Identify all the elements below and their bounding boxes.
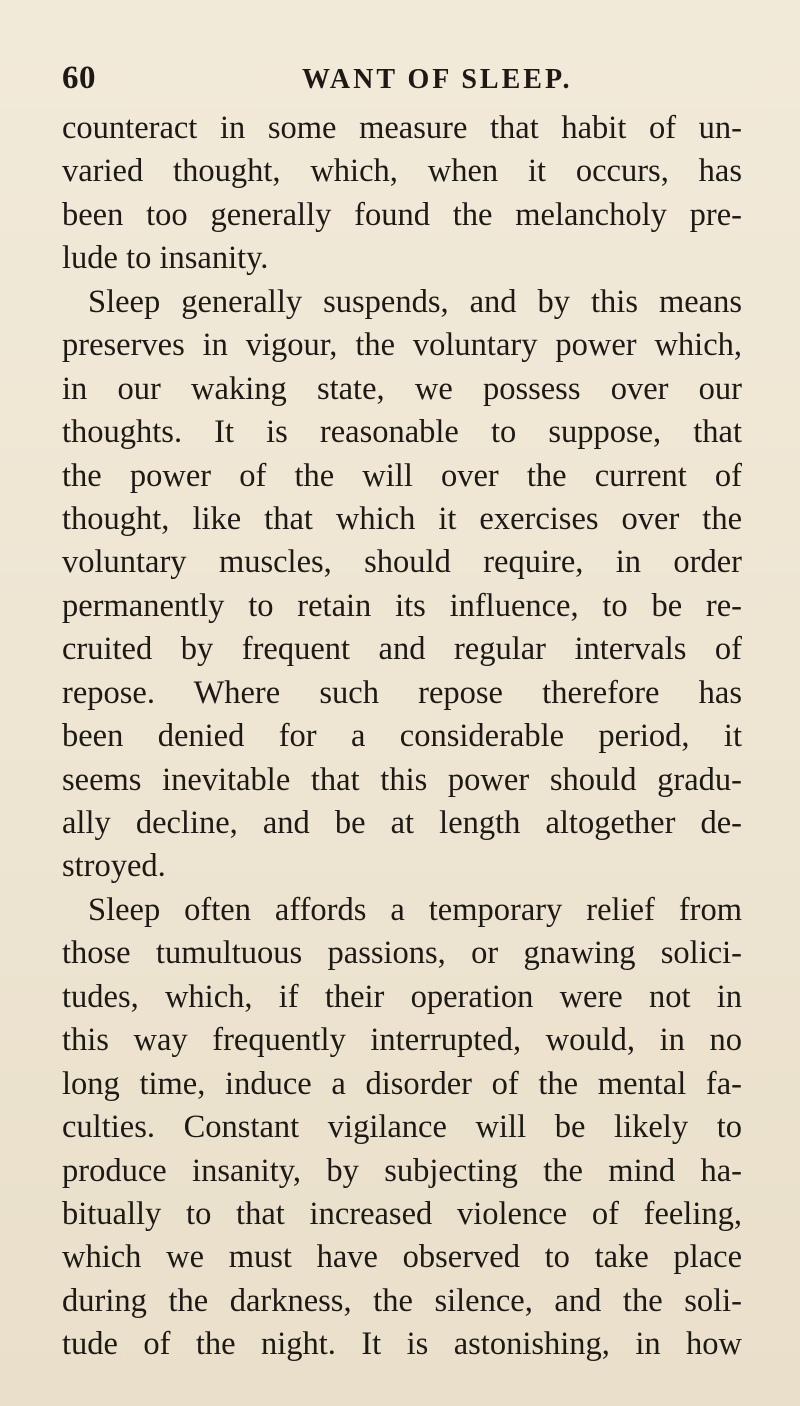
text-line: culties. Constant vigilance will be likely to: [62, 1109, 742, 1146]
text-line: tude of the night. It is astonishing, in how: [62, 1326, 742, 1363]
text-line: thought, like that which it exercises over the: [62, 500, 742, 537]
body-text: [62, 107, 742, 1367]
text-line: ally decline, and be at length altogether de-: [62, 805, 742, 841]
paragraph-end-line: stroyed.: [62, 848, 166, 885]
text-line: voluntary muscles, should require, in order: [62, 544, 742, 581]
running-title: WANT OF SLEEP.: [302, 64, 573, 95]
page-number: 60: [62, 60, 96, 96]
text-line: in our waking state, we possess over our: [62, 370, 742, 407]
text-line: which we must have observed to take place: [62, 1239, 742, 1276]
text-line: been denied for a considerable period, it: [62, 718, 742, 755]
text-line: cruited by frequent and regular intervals of: [62, 631, 742, 668]
running-head: [62, 60, 738, 100]
text-line: bitually to that increased violence of feeling,: [62, 1195, 742, 1232]
text-line: during the darkness, the silence, and the soli-: [62, 1282, 742, 1319]
text-line: permanently to retain its influence, to be re-: [62, 587, 742, 624]
text-line: varied thought, which, when it occurs, has: [62, 153, 742, 190]
text-line: preserves in vigour, the voluntary power which,: [62, 327, 742, 364]
text-line: thoughts. It is reasonable to suppose, that: [62, 414, 742, 451]
text-line: those tumultuous passions, or gnawing solici-: [62, 935, 742, 972]
text-line: counteract in some measure that habit of un-: [62, 110, 742, 146]
text-line: been too generally found the melancholy pre-: [62, 196, 742, 233]
text-line: produce insanity, by subjecting the mind ha-: [62, 1152, 742, 1189]
text-line: tudes, which, if their operation were not in: [62, 978, 742, 1015]
paragraph-start-line: Sleep generally suspends, and by this means: [88, 283, 742, 320]
text-line: seems inevitable that this power should gradu-: [62, 761, 742, 798]
text-line: repose. Where such repose therefore has: [62, 674, 742, 711]
text-line: this way frequently interrupted, would, in no: [62, 1022, 742, 1059]
paragraph-end-line: lude to insanity.: [62, 240, 269, 277]
text-line: the power of the will over the current of: [62, 457, 742, 494]
paragraph-start-line: Sleep often affords a temporary relief from: [88, 891, 742, 928]
text-line: long time, induce a disorder of the mental fa-: [62, 1065, 742, 1102]
